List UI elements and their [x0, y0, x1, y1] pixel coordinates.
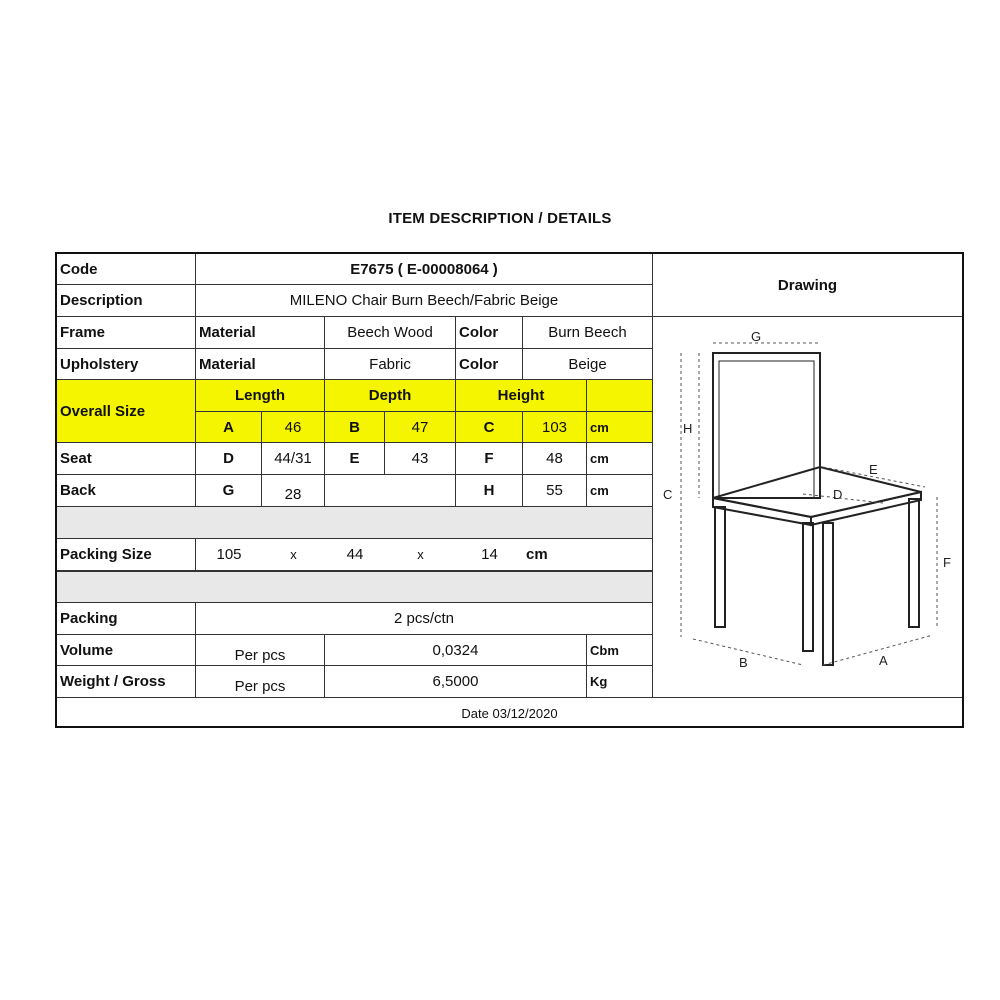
dim-c-label: C: [456, 412, 523, 443]
packing-x1: x: [262, 539, 325, 571]
dim-line-a: [823, 635, 933, 665]
description-label: Description: [57, 285, 196, 317]
separator-row: [57, 571, 652, 603]
dim-b-label: B: [325, 412, 385, 443]
volume-unit: Cbm: [587, 635, 652, 666]
chair-seat: [713, 467, 921, 517]
dim-g-value: 28: [262, 475, 325, 507]
frame-label: Frame: [57, 317, 196, 349]
dim-d-label: D: [196, 443, 262, 475]
upholstery-material-value: Fabric: [325, 349, 456, 380]
chair-leg: [909, 499, 919, 627]
dim-f-label: F: [456, 443, 523, 475]
chair-backrest: [713, 353, 820, 498]
dim-b-value: 47: [385, 412, 456, 443]
overall-size-unit: cm: [587, 412, 652, 443]
packing-x2: x: [385, 539, 456, 571]
weight-value: 6,5000: [325, 666, 587, 697]
upholstery-label: Upholstery: [57, 349, 196, 380]
dim-d-value: 44/31: [262, 443, 325, 475]
weight-per: Per pcs: [196, 666, 325, 697]
code-value: E7675 ( E-00008064 ): [196, 254, 652, 285]
description-value: MILENO Chair Burn Beech/Fabric Beige: [196, 285, 652, 317]
frame-color-label: Color: [456, 317, 523, 349]
dim-f-value: 48: [523, 443, 587, 475]
label-f: F: [943, 555, 951, 570]
frame-material-label: Material: [196, 317, 325, 349]
volume-label: Volume: [57, 635, 196, 666]
dim-line-b: [693, 639, 803, 665]
upholstery-color-value: Beige: [523, 349, 652, 380]
dim-h-value: 55: [523, 475, 587, 507]
overall-size-blank: [587, 380, 652, 412]
upholstery-color-label: Color: [456, 349, 523, 380]
dim-h-label: H: [456, 475, 523, 507]
label-b: B: [739, 655, 748, 670]
chair-drawing: [653, 317, 962, 697]
packing-length: 105: [196, 539, 262, 571]
footer-date: Date 03/12/2020: [57, 697, 962, 728]
back-unit: cm: [587, 475, 652, 507]
page-title: ITEM DESCRIPTION / DETAILS: [388, 210, 612, 227]
back-label: Back: [57, 475, 196, 507]
depth-header: Depth: [325, 380, 456, 412]
seat-unit: cm: [587, 443, 652, 475]
volume-per: Per pcs: [196, 635, 325, 666]
volume-value: 0,0324: [325, 635, 587, 666]
packing-label: Packing: [57, 603, 196, 635]
seat-label: Seat: [57, 443, 196, 475]
dim-e-label: E: [325, 443, 385, 475]
dim-e-value: 43: [385, 443, 456, 475]
dim-g-label: G: [196, 475, 262, 507]
chair-seat-front: [713, 498, 811, 525]
drawing-title: Drawing: [653, 254, 962, 317]
chair-leg: [803, 523, 813, 651]
dim-a-value: 46: [262, 412, 325, 443]
chair-leg: [823, 523, 833, 665]
back-blank: [325, 475, 456, 507]
packing-unit: cm: [523, 539, 652, 571]
packing-size-label: Packing Size: [57, 539, 196, 571]
chair-backrest-inner: [719, 361, 814, 498]
chair-leg: [715, 507, 725, 627]
overall-size-label: Overall Size: [57, 380, 196, 443]
code-label: Code: [57, 254, 196, 285]
packing-value: 2 pcs/ctn: [196, 603, 652, 635]
upholstery-material-label: Material: [196, 349, 325, 380]
frame-material-value: Beech Wood: [325, 317, 456, 349]
label-c: C: [663, 487, 673, 502]
label-d: D: [833, 487, 843, 502]
label-h: H: [683, 421, 693, 436]
separator-row: [57, 507, 652, 539]
weight-unit: Kg: [590, 674, 608, 689]
height-header: Height: [456, 380, 587, 412]
label-g: G: [751, 329, 762, 344]
label-a: A: [879, 653, 888, 668]
frame-color-value: Burn Beech: [523, 317, 652, 349]
length-header: Length: [196, 380, 325, 412]
packing-height: 14: [456, 539, 523, 571]
chair-drawing-svg: [653, 317, 962, 697]
packing-width: 44: [325, 539, 385, 571]
weight-label: Weight / Gross: [57, 666, 196, 697]
dim-a-label: A: [196, 412, 262, 443]
dim-c-value: 103: [523, 412, 587, 443]
label-e: E: [869, 462, 878, 477]
